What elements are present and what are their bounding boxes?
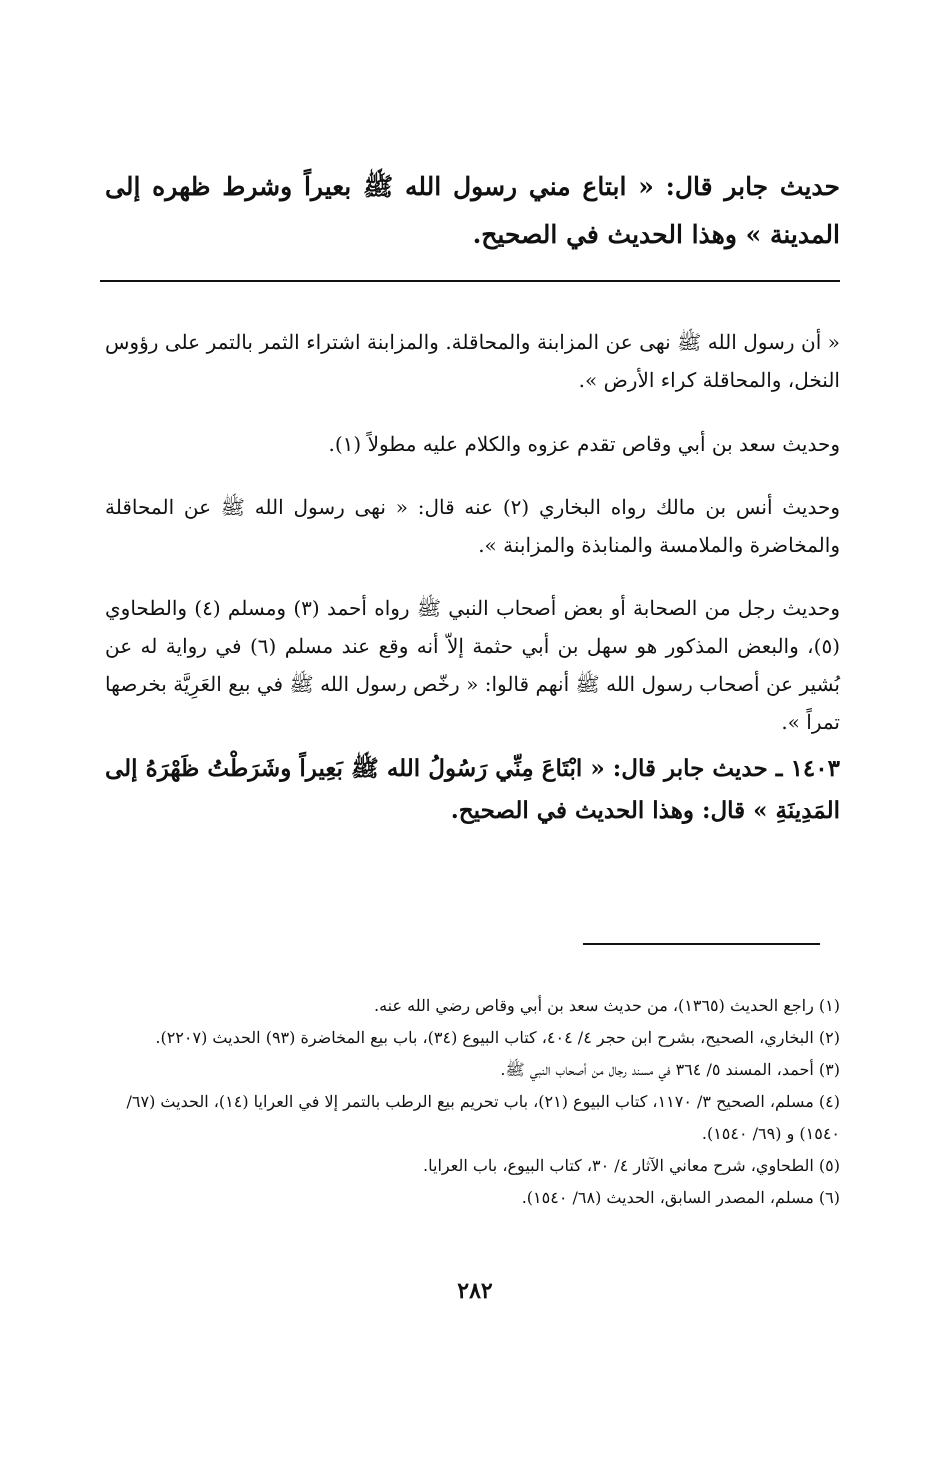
footnote-2: (٢) البخاري، الصحيح، بشرح ابن حجر ٤/ ٤٠٤، كتاب البيوع (٣٤)، باب بيع المخاضرة (٩٣) الحديث (٢٢٠٧). [155,1028,840,1047]
paragraph-1: « أن رسول الله ﷺ نهى عن المزابنة والمحاقلة. والمزابنة اشتراء الثمر بالتمر على رؤوس النخل، والمحاقلة كراء الأرض ». [105,330,840,392]
page-number: ٢٨٢ [457,1278,493,1304]
footnote-6: (٦) مسلم، المصدر السابق، الحديث (٦٨/ ١٥٤٠). [521,1188,840,1207]
footnote-divider [583,943,820,945]
paragraph-3: وحديث أنس بن مالك رواه البخاري (٢) عنه قال: « نهى رسول الله ﷺ عن المحاقلة والمخاضرة والملامسة والمنابذة والمزابنة ». [105,495,840,557]
footnote-4: (٤) مسلم، الصحيح ٣/ ١١٧٠، كتاب البيوع (٢١)، باب تحريم بيع الرطب بالتمر إلا في العرايا (١٤)، الحديث (٦٧/ ١٥٤٠) و (٦٩/ ١٥٤٠). [126,1092,840,1143]
paragraph-2: وحديث سعد بن أبي وقاص تقدم عزوه والكلام عليه مطولاً (١). [328,432,840,456]
section-divider [100,280,840,282]
footnotes [105,990,840,1214]
footnote-5: (٥) الطحاوي، شرح معاني الآثار ٤/ ٣٠، كتاب البيوع، باب العرايا. [423,1156,840,1175]
footnote-1: (١) راجع الحديث (١٣٦٥)، من حديث سعد بن أبي وقاص رضي الله عنه. [374,996,840,1015]
footnote-3: (٣) أحمد، المسند ٥/ ٣٦٤ في مسند رجال من أصحاب النبي ﷺ. [500,1060,840,1079]
paragraph-4: وحديث رجل من الصحابة أو بعض أصحاب النبي ﷺ رواه أحمد (٣) ومسلم (٤) والطحاوي (٥)، والبعض المذكور هو سهل بن أبي حثمة إلاّ أنه وقع عند مسلم (٦) في رواية له عن بُشير عن أصحاب رسول الله ﷺ أنهم قالوا: « رخّص رسول الله ﷺ في بيع العَرِيَّة بخرصها تمراً ». [105,596,840,734]
continued-quote: حديث جابر قال: « ابتاع مني رسول الله ﷺ بعيراً وشرط ظهره إلى المدينة » وهذا الحديث في الصحيح. [105,172,840,249]
hadith-entry-1403: ١٤٠٣ ـ حديث جابر قال: « ابْتَاعَ مِنِّي رَسُولُ الله ﷺ بَعِيراً وشَرَطْتُ ظَهْرَهُ إلى المَدِينَةِ » قال: وهذا الحديث في الصحيح. [105,755,840,824]
